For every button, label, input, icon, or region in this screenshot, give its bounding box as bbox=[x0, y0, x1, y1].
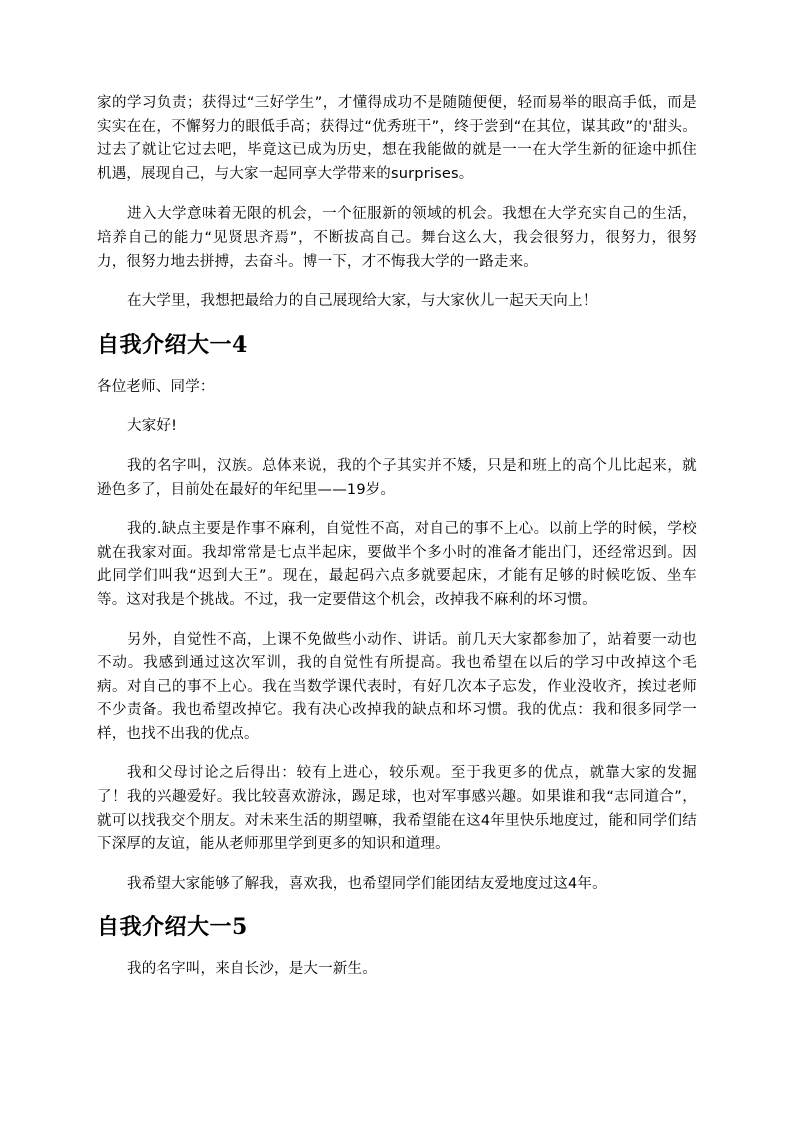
section-heading-4: 自我介绍大一4 bbox=[97, 331, 248, 358]
paragraph: 我的.缺点主要是作事不麻利，自觉性不高，对自己的事不上心。以前上学的时候，学校就在我家对面。我却常常是七点半起床，要做半个多小时的准备才能出门，还经常迟到。因此同学们叫我“迟到大王”。现在，最起码六点多就要起床，才能有足够的时候吃饭、坐车等。这对我是个挑战。不过，我一定要借这个机会，改掉我不麻利的坏习惯。 bbox=[97, 521, 697, 608]
section-heading-5: 自我介绍大一5 bbox=[97, 914, 248, 941]
paragraph: 进入大学意味着无限的机会，一个征服新的领域的机会。我想在大学充实自己的生活，培养自己的能力“见贤思齐焉”，不断拔高自己。舞台这么大，我会很努力，很努力，很努力，很努力地去拼搏，去奋斗。博一下，才不悔我大学的一路走来。 bbox=[97, 206, 697, 270]
greeting-line: 各位老师、同学： bbox=[97, 378, 215, 395]
paragraph: 另外，自觉性不高，上课不免做些小动作、讲话。前几天大家都参加了，站着要一动也不动。我感到通过这次军训，我的自觉性有所提高。我也希望在以后的学习中改掉这个毛病。对自己的事不上心。我在当数学课代表时，有好几次本子忘发，作业没收齐，挨过老师不少责备。我也希望改掉它。我有决心改掉我的缺点和坏习惯。我的优点：我和很多同学一样，也找不出我的优点。 bbox=[97, 631, 697, 742]
paragraph: 我的名字叫，来自长沙，是大一新生。 bbox=[127, 961, 377, 978]
paragraph: 在大学里，我想把最给力的自己展现给大家，与大家伙儿一起天天向上！ bbox=[127, 293, 598, 310]
paragraph: 我和父母讨论之后得出：较有上进心，较乐观。至于我更多的优点，就靠大家的发掘了！我的兴趣爱好。我比较喜欢游泳，踢足球，也对军事感兴趣。如果谁和我“志同道合”，就可以找我交个朋友。对未来生活的期望嘛，我希望能在这4年里快乐地度过，能和同学们结下深厚的友谊，能从老师那里学到更多的知识和道理。 bbox=[97, 765, 697, 853]
document-body bbox=[97, 92, 697, 998]
paragraph: 我希望大家能够了解我，喜欢我，也希望同学们能团结友爱地度过这4年。 bbox=[127, 875, 607, 892]
paragraph-continued: 家的学习负责；获得过“三好学生”，才懂得成功不是随随便便，轻而易举的眼高手低，而是实实在在，不懈努力的眼低手高；获得过“优秀班干”，终于尝到“在其位，谋其政”的'甜头。过去了就让它过去吧，毕竟这已成为历史，想在我能做的就是一一在大学生新的征途中抓住机遇，展现自己，与大家一起同享大学带来的surprises。 bbox=[97, 95, 697, 182]
paragraph: 我的名字叫，汉族。总体来说，我的个子其实并不矮，只是和班上的高个儿比起来，就逊色多了，目前处在最好的年纪里——19岁。 bbox=[97, 457, 697, 498]
paragraph: 大家好! bbox=[127, 418, 178, 435]
